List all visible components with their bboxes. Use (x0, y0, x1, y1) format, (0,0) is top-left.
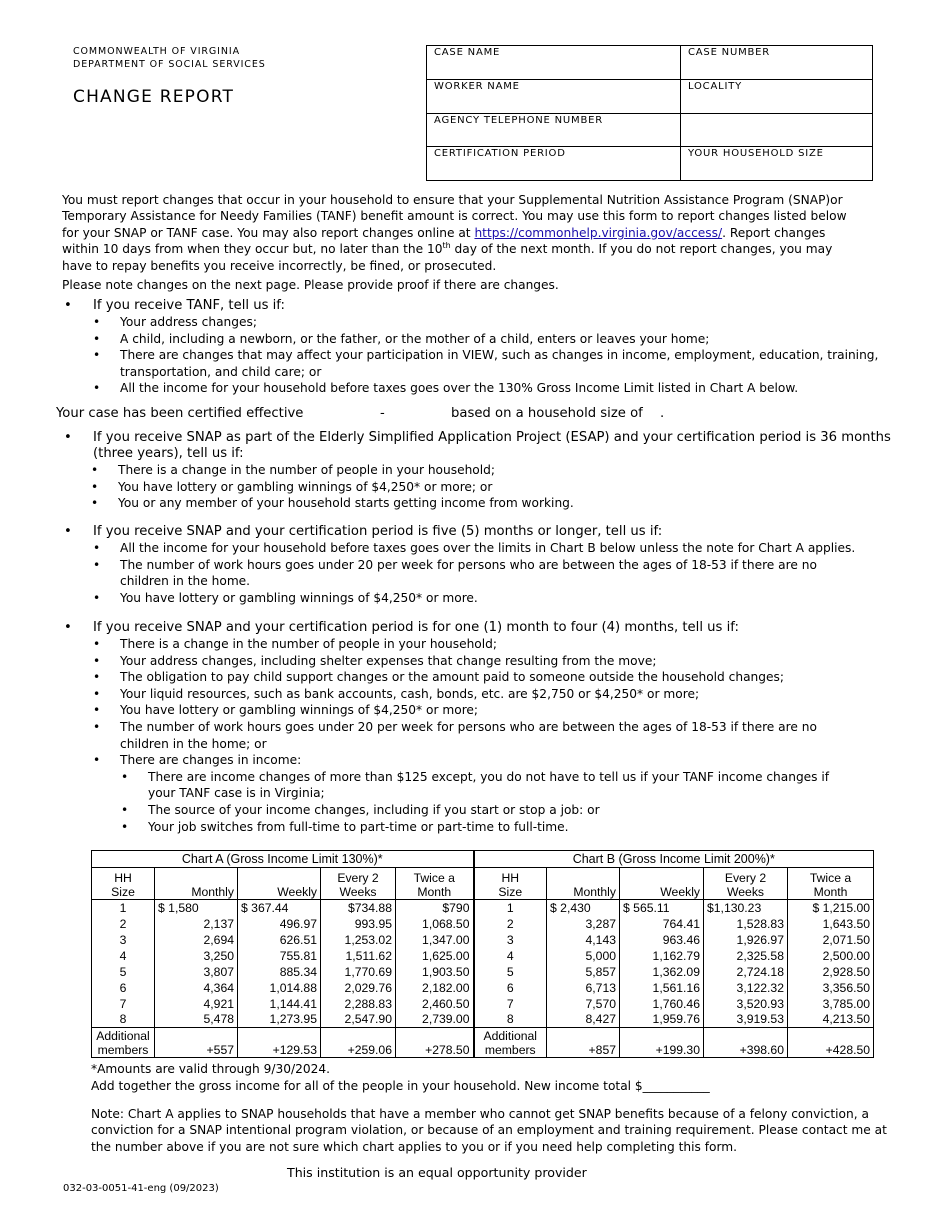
table-row (92, 900, 874, 916)
one-to-four-list (120, 636, 912, 835)
list-item: • The number of work hours goes under 20 per week for persons who are between the ages of 18-53 if there are no children in the home. (120, 557, 850, 590)
certified-period: . (660, 406, 665, 421)
chart-a-additional-weekly: +129.53 (238, 1028, 321, 1058)
table-row (92, 996, 874, 1012)
list-item: • There is a change in the number of people in your household; (118, 462, 912, 479)
list-item: • All the income for your household before taxes goes over the limits in Chart B below unless the note for Chart A applies. (120, 540, 912, 557)
chart-b-weekly-header: Weekly (620, 868, 704, 900)
table-row (92, 916, 874, 932)
esap-list (118, 462, 912, 512)
chart-a-monthly-cell: 3,250 (155, 948, 238, 964)
chart-b-additional-twice: +428.50 (788, 1028, 874, 1058)
five-months-list (120, 540, 912, 606)
chart-a-monthly-header: Monthly (155, 868, 238, 900)
chart-a-every-2-weeks-cell: 993.95 (321, 916, 396, 932)
table-row (92, 1012, 874, 1028)
blank-field[interactable] (681, 113, 873, 147)
chart-b-weekly-cell: 1,561.16 (620, 980, 704, 996)
chart-b-every-2-weeks-cell: 1,926.97 (704, 932, 788, 948)
chart-a-additional-label: Additional members (92, 1028, 155, 1058)
page-title: CHANGE REPORT (73, 87, 235, 107)
chart-a-title: Chart A (Gross Income Limit 130%)* (92, 851, 474, 868)
table-row (92, 964, 874, 980)
chart-a-monthly-cell: 2,694 (155, 932, 238, 948)
chart-b-additional-label: Additional members (474, 1028, 547, 1058)
chart-b-weekly-cell: 1,959.76 (620, 1012, 704, 1028)
chart-b-additional-weekly: +199.30 (620, 1028, 704, 1058)
chart-a-hh-size-cell: 6 (92, 980, 155, 996)
chart-a-every-2-weeks-cell: 2,029.76 (321, 980, 396, 996)
chart-b-every-2-weeks-cell: 3,122.32 (704, 980, 788, 996)
list-item: • All the income for your household before taxes goes over the 130% Gross Income Limit listed in Chart A below. (120, 380, 912, 397)
list-item: • There are changes that may affect your participation in VIEW, such as changes in income, employment, education, training, transportation, and child care; or (120, 347, 880, 380)
list-item: • Your liquid resources, such as bank accounts, cash, bonds, etc. are $2,750 or $4,250* or more; (120, 686, 912, 703)
chart-a-weekly-cell: 755.81 (238, 948, 321, 964)
chart-b-twice-month-cell: 2,071.50 (788, 932, 874, 948)
chart-b-twice-month-cell: 3,356.50 (788, 980, 874, 996)
equal-opportunity-statement: This institution is an equal opportunity provider (287, 1165, 587, 1180)
commonhelp-link[interactable]: https://commonhelp.virginia.gov/access/ (474, 225, 723, 240)
chart-b-every-2-weeks-cell: 3,919.53 (704, 1012, 788, 1028)
tanf-section (62, 298, 912, 397)
chart-b-every-2-weeks-cell: 3,520.93 (704, 996, 788, 1012)
chart-b-weekly-cell: 963.46 (620, 932, 704, 948)
chart-b-monthly-header: Monthly (547, 868, 620, 900)
five-months-section (62, 524, 912, 606)
list-item: • You have lottery or gambling winnings of $4,250* or more; or (118, 479, 912, 496)
chart-a-every-2-weeks-header: Every 2 Weeks (321, 868, 396, 900)
chart-a-twice-month-cell: $790 (396, 900, 474, 916)
case-info-table (426, 45, 873, 181)
chart-b-hh-size-cell: 1 (474, 900, 547, 916)
chart-a-monthly-cell: 3,807 (155, 964, 238, 980)
chart-b-weekly-cell: $ 565.11 (620, 900, 704, 916)
chart-a-monthly-cell: 4,921 (155, 996, 238, 1012)
chart-a-additional-biweekly: +259.06 (321, 1028, 396, 1058)
tanf-list (120, 314, 912, 397)
chart-a-every-2-weeks-cell: 1,253.02 (321, 932, 396, 948)
chart-b-monthly-cell: 8,427 (547, 1012, 620, 1028)
chart-b-twice-month-cell: 3,785.00 (788, 996, 874, 1012)
proof-note: Please note changes on the next page. Please provide proof if there are changes. (62, 278, 559, 292)
chart-a-twice-month-cell: 1,903.50 (396, 964, 474, 980)
chart-a-hh-size-cell: 5 (92, 964, 155, 980)
chart-a-monthly-cell: $ 1,580 (155, 900, 238, 916)
list-item: • There are income changes of more than $125 except, you do not have to tell us if your TANF income changes if your TANF case is in Virginia; (148, 769, 848, 802)
chart-b-monthly-cell: $ 2,430 (547, 900, 620, 916)
chart-b-weekly-cell: 1,162.79 (620, 948, 704, 964)
certified-text: Your case has been certified effective (56, 406, 304, 421)
certified-based: based on a household size of (451, 406, 643, 421)
intro-text-2: . Report changes within 10 days from when they occur but, no later than the 10 (62, 225, 826, 257)
income-limit-charts (91, 850, 874, 1058)
form-number: 032-03-0051-41-eng (09/2023) (63, 1183, 219, 1194)
chart-a-additional-monthly: +557 (155, 1028, 238, 1058)
table-row (92, 980, 874, 996)
chart-b-additional-monthly: +857 (547, 1028, 620, 1058)
agency-line-1: COMMONWEALTH OF VIRGINIA (73, 46, 240, 57)
list-item: • There is a change in the number of people in your household; (120, 636, 912, 653)
income-changes-label: There are changes in income: (120, 753, 302, 768)
chart-b-twice-month-cell: 2,500.00 (788, 948, 874, 964)
agency-phone-field[interactable] (427, 113, 681, 147)
certification-period-label: CERTIFICATION PERIOD (434, 148, 566, 160)
chart-b-twice-month-cell: 1,643.50 (788, 916, 874, 932)
chart-b-twice-month-cell: $ 1,215.00 (788, 900, 874, 916)
chart-b-monthly-cell: 6,713 (547, 980, 620, 996)
intro-text-3: day of the next month. If you do not report changes, you may have to repay benefits you receive incorrectly, be fined, or prosecuted. (62, 242, 833, 273)
chart-a-every-2-weeks-cell: $734.88 (321, 900, 396, 916)
chart-b-every-2-weeks-cell: $1,130.23 (704, 900, 788, 916)
chart-b-title: Chart B (Gross Income Limit 200%)* (474, 851, 874, 868)
chart-b-weekly-cell: 1,760.46 (620, 996, 704, 1012)
case-number-field[interactable] (681, 46, 873, 80)
chart-a-twice-month-cell: 2,739.00 (396, 1012, 474, 1028)
intro-superscript: th (442, 241, 451, 251)
list-item: • You have lottery or gambling winnings of $4,250* or more; (120, 702, 912, 719)
list-item: • Your address changes, including shelter expenses that change resulting from the move; (120, 653, 912, 670)
chart-b-hh-size-cell: 3 (474, 932, 547, 948)
list-item: • A child, including a newborn, or the father, or the mother of a child, enters or leaves your home; (120, 331, 912, 348)
chart-a-note: Note: Chart A applies to SNAP households that have a member who cannot get SNAP benefits because of a felony conviction, a conviction for a SNAP intentional program violation, or because of an employment and training requirement. Please contact me at the number above if you are not sure which chart applies to you or if you need help completing this form. (91, 1107, 887, 1154)
chart-a-twice-month-cell: 1,068.50 (396, 916, 474, 932)
chart-a-hh-size-cell: 7 (92, 996, 155, 1012)
chart-a-monthly-cell: 4,364 (155, 980, 238, 996)
chart-a-weekly-cell: 496.97 (238, 916, 321, 932)
chart-a-hh-size-cell: 2 (92, 916, 155, 932)
locality-label: LOCALITY (688, 80, 743, 92)
validity-note: *Amounts are valid through 9/30/2024. (91, 1062, 330, 1076)
chart-a-hh-size-cell: 3 (92, 932, 155, 948)
chart-a-weekly-cell: 1,273.95 (238, 1012, 321, 1028)
five-months-lead: • If you receive SNAP and your certification period is five (5) months or longer, tell us if: (62, 524, 912, 540)
list-item: • You or any member of your household starts getting income from working. (118, 495, 912, 512)
chart-b-every-2-weeks-cell: 2,325.58 (704, 948, 788, 964)
chart-body (92, 900, 874, 1028)
chart-b-monthly-cell: 7,570 (547, 996, 620, 1012)
table-row (92, 948, 874, 964)
one-to-four-section (62, 620, 912, 835)
agency-line-2: DEPARTMENT OF SOCIAL SERVICES (73, 59, 266, 70)
chart-a-every-2-weeks-cell: 1,770.69 (321, 964, 396, 980)
case-number-label: CASE NUMBER (688, 47, 771, 58)
list-item (120, 752, 912, 835)
chart-b-additional-biweekly: +398.60 (704, 1028, 788, 1058)
chart-b-monthly-cell: 4,143 (547, 932, 620, 948)
chart-b-hh-size-cell: 2 (474, 916, 547, 932)
list-item: • Your job switches from full-time to part-time or part-time to full-time. (148, 819, 912, 836)
chart-a-weekly-cell: 885.34 (238, 964, 321, 980)
chart-a-weekly-cell: 626.51 (238, 932, 321, 948)
chart-b-weekly-cell: 1,362.09 (620, 964, 704, 980)
chart-a-monthly-cell: 2,137 (155, 916, 238, 932)
chart-a-twice-month-cell: 2,182.00 (396, 980, 474, 996)
chart-b-twice-month-cell: 4,213.50 (788, 1012, 874, 1028)
list-item: • The obligation to pay child support changes or the amount paid to someone outside the household changes; (120, 669, 912, 686)
agency-name (73, 45, 266, 71)
chart-a-twice-month-cell: 2,460.50 (396, 996, 474, 1012)
chart-a-weekly-cell: $ 367.44 (238, 900, 321, 916)
chart-b-monthly-cell: 5,857 (547, 964, 620, 980)
list-item: • You have lottery or gambling winnings of $4,250* or more. (120, 590, 912, 607)
chart-b-monthly-cell: 5,000 (547, 948, 620, 964)
chart-a-every-2-weeks-cell: 2,547.90 (321, 1012, 396, 1028)
worker-name-field[interactable] (427, 79, 681, 113)
esap-section (62, 430, 912, 512)
locality-field[interactable] (681, 79, 873, 113)
table-row (92, 932, 874, 948)
chart-a-hh-size-header: HH Size (92, 868, 155, 900)
new-income-total-line: Add together the gross income for all of the people in your household. New income total $___________ (91, 1079, 710, 1093)
intro-text-1: You must report changes that occur in your household to ensure that your Supplemental Nutrition Assistance Program (SNAP)or Temporary Assistance for Needy Families (TANF) benefit amount is correct. You may use this form to report changes listed below for your SNAP or TANF case. You may also report changes online at (62, 193, 847, 240)
chart-a-monthly-cell: 5,478 (155, 1012, 238, 1028)
chart-a-hh-size-cell: 1 (92, 900, 155, 916)
chart-b-hh-size-cell: 6 (474, 980, 547, 996)
list-item: • Your address changes; (120, 314, 912, 331)
income-changes-list (148, 769, 912, 835)
worker-name-label: WORKER NAME (434, 80, 520, 92)
chart-b-hh-size-cell: 5 (474, 964, 547, 980)
chart-b-every-2-weeks-cell: 1,528.83 (704, 916, 788, 932)
chart-b-twice-month-cell: 2,928.50 (788, 964, 874, 980)
chart-a-twice-month-cell: 1,347.00 (396, 932, 474, 948)
chart-a-every-2-weeks-cell: 1,511.62 (321, 948, 396, 964)
tanf-lead: • If you receive TANF, tell us if: (62, 298, 912, 314)
chart-b-hh-size-cell: 4 (474, 948, 547, 964)
list-item: • The number of work hours goes under 20 per week for persons who are between the ages of 18-53 if there are no children in the home; or (120, 719, 850, 752)
chart-a-every-2-weeks-cell: 2,288.83 (321, 996, 396, 1012)
chart-b-every-2-weeks-cell: 2,724.18 (704, 964, 788, 980)
certified-dash: - (380, 406, 385, 421)
chart-a-twice-month-header: Twice a Month (396, 868, 474, 900)
esap-lead: • If you receive SNAP as part of the Elderly Simplified Application Project (ESAP) and your certification period is 36 months (three years), tell us if: (62, 430, 912, 462)
chart-b-twice-month-header: Twice a Month (788, 868, 874, 900)
household-size-label: YOUR HOUSEHOLD SIZE (688, 148, 824, 160)
chart-a-weekly-cell: 1,144.41 (238, 996, 321, 1012)
chart-a-additional-twice: +278.50 (396, 1028, 474, 1058)
case-name-label: CASE NAME (434, 47, 501, 58)
chart-a-hh-size-cell: 8 (92, 1012, 155, 1028)
chart-b-hh-size-cell: 7 (474, 996, 547, 1012)
chart-a-weekly-cell: 1,014.88 (238, 980, 321, 996)
list-item: • The source of your income changes, including if you start or stop a job: or (148, 802, 912, 819)
chart-b-hh-size-cell: 8 (474, 1012, 547, 1028)
agency-phone-label: AGENCY TELEPHONE NUMBER (434, 114, 603, 126)
household-size-field[interactable] (681, 147, 873, 181)
chart-a-twice-month-cell: 1,625.00 (396, 948, 474, 964)
chart-a-weekly-header: Weekly (238, 868, 321, 900)
chart-b-hh-size-header: HH Size (474, 868, 547, 900)
one-to-four-lead: • If you receive SNAP and your certification period is for one (1) month to four (4) months, tell us if: (62, 620, 912, 636)
chart-b-monthly-cell: 3,287 (547, 916, 620, 932)
intro-paragraph (62, 192, 862, 274)
chart-a-hh-size-cell: 4 (92, 948, 155, 964)
chart-b-weekly-cell: 764.41 (620, 916, 704, 932)
case-name-field[interactable] (427, 46, 681, 80)
chart-b-every-2-weeks-header: Every 2 Weeks (704, 868, 788, 900)
certification-period-field[interactable] (427, 147, 681, 181)
